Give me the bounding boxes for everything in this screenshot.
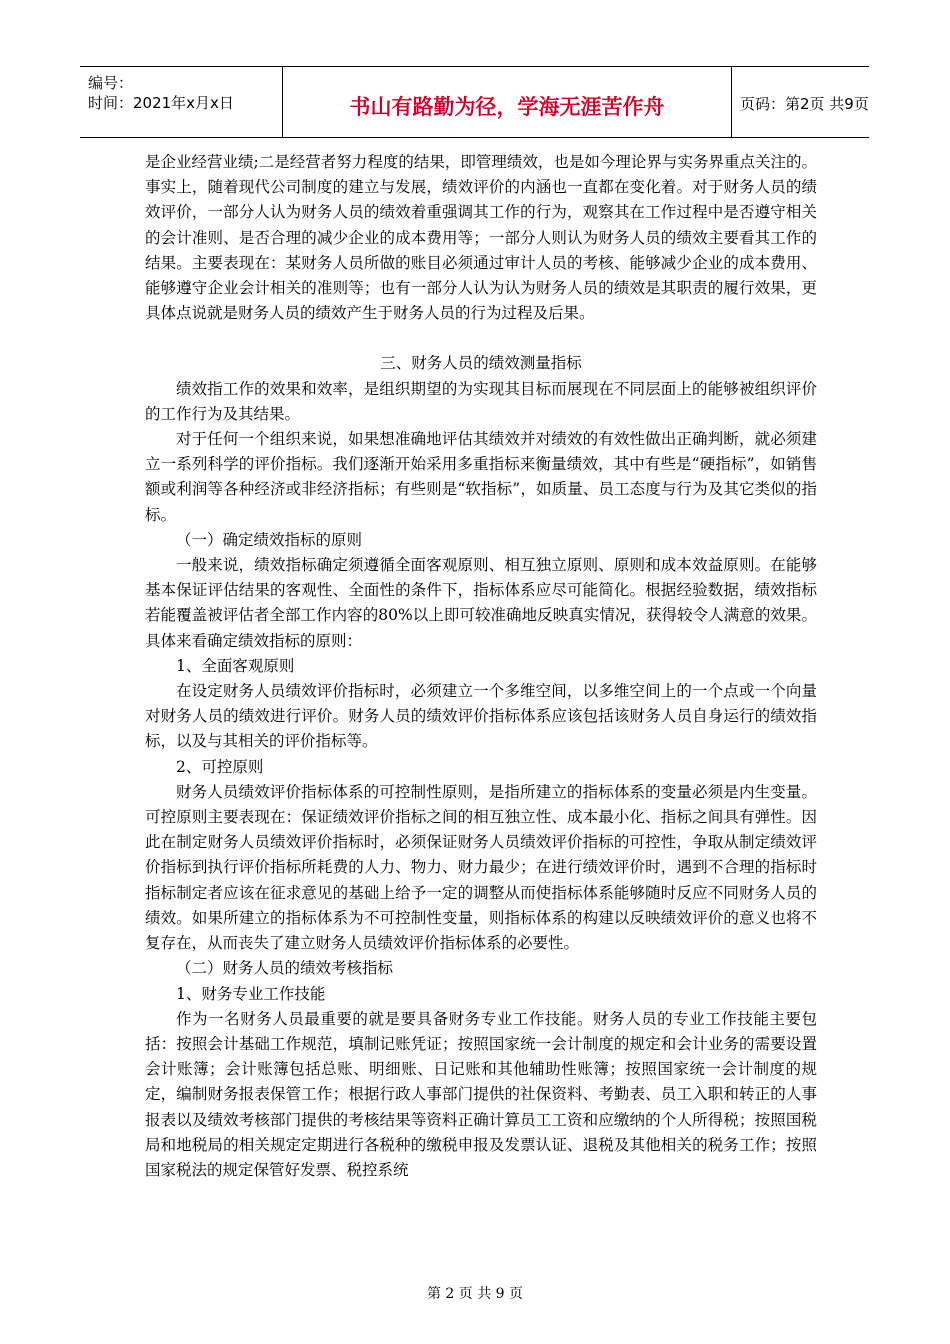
document-body	[145, 150, 817, 1183]
page-info: 页码：第2页 共9页	[740, 95, 869, 113]
paragraph: 在设定财务人员绩效评价指标时，必须建立一个多维空间，以多维空间上的一个点或一个向量对财务人员的绩效进行评价。财务人员的绩效评价指标体系应该包括该财务人员自身运行的绩效指标，以及与其相关的评价指标等。	[145, 682, 817, 751]
item-heading: 1、全面客观原则	[176, 656, 295, 675]
item-heading: 1、财务专业工作技能	[176, 984, 326, 1003]
paragraph: 财务人员绩效评价指标体系的可控制性原则，是指所建立的指标体系的变量必须是内生变量。可控原则主要表现在：保证绩效评价指标之间的相互独立性、成本最小化、指标之间具有弹性。因此在制定财务人员绩效评价指标时，必须保证财务人员绩效评价指标的可控性，争取从制定绩效评价指标到执行评价指标所耗费的人力、物力、财力最少；在进行绩效评价时，遇到不合理的指标时指标制定者应该在征求意见的基础上给予一定的调整从而使指标体系能够随时反应不同财务人员的绩效。如果所建立的指标体系为不可控制性变量，则指标体系的构建以反映绩效评价的意义也将不复存在，从而丧失了建立财务人员绩效评价指标体系的必要性。	[145, 782, 817, 953]
subsection-heading: （二）财务人员的绩效考核指标	[176, 959, 394, 978]
section-heading: 三、财务人员的绩效测量指标	[380, 354, 582, 373]
item-heading: 2、可控原则	[176, 757, 264, 776]
header-page-cell	[732, 67, 869, 137]
paragraph: 作为一名财务人员最重要的就是要具备财务专业工作技能。财务人员的专业工作技能主要包括：按照会计基础工作规范，填制记账凭证；按照国家统一会计制度的规定和会计业务的需要设置会计账簿；会计账簿包括总账、明细账、日记账和其他辅助性账簿；按照国家统一会计制度的规定，编制财务报表保管工作；根据行政人事部门提供的社保资料、考勤表、员工入职和转正的人事报表以及绩效考核部门提供的考核结果等资料正确计算员工工资和应缴纳的个人所得税；按照国税局和地税局的相关规定定期进行各税种的缴税申报及发票认证、退税及其他相关的税务工作；按照国家税法的规定保管好发票、税控系统	[145, 1009, 817, 1179]
motto: 书山有路勤为径，学海无涯苦作舟	[349, 95, 665, 119]
paragraph: 对于任何一个组织来说，如果想准确地评估其绩效并对绩效的有效性做出正确判断，就必须建立一系列科学的评价指标。我们逐渐开始采用多重指标来衡量绩效，其中有些是“硬指标”，如销售额或利润等各种经济或非经济指标；有些则是“软指标”，如质量、员工态度与行为及其它类似的指标。	[145, 430, 817, 524]
paragraph: 一般来说，绩效指标确定须遵循全面客观原则、相互独立原则、原则和成本效益原则。在能够基本保证评估结果的客观性、全面性的条件下，指标体系应尽可能简化。根据经验数据，绩效指标若能覆盖被评估者全部工作内容的80%以上即可较准确地反映真实情况，获得较令人满意的效果。具体来看确定绩效指标的原则：	[145, 556, 817, 650]
header-meta-cell	[80, 67, 283, 137]
paragraph: 绩效指工作的效果和效率，是组织期望的为实现其目标而展现在不同层面上的能够被组织评价的工作行为及其结果。	[145, 379, 817, 423]
header-motto-cell	[283, 67, 732, 137]
page-header	[80, 66, 869, 138]
subsection-heading: （一）确定绩效指标的原则	[176, 530, 363, 549]
date-label: 时间：2021年x月x日	[88, 94, 234, 112]
number-label: 编号：	[88, 74, 134, 92]
paragraph: 是企业经营业绩;二是经营者努力程度的结果，即管理绩效，也是如今理论界与实务界重点关注的。事实上，随着现代公司制度的建立与发展，绩效评价的内涵也一直都在变化着。对于财务人员的绩效评价，一部分人认为财务人员的绩效着重强调其工作的行为，观察其在工作过程中是否遵守相关的会计准则、是否合理的减少企业的成本费用等；一部分人则认为财务人员的绩效主要看其工作的结果。主要表现在：某财务人员所做的账目必须通过审计人员的考核、能够减少企业的成本费用、能够遵守企业会计相关的准则等；也有一部分人认为认为财务人员的绩效是其职责的履行效果，更具体点说就是财务人员的绩效产生于财务人员的行为过程及后果。	[145, 153, 817, 323]
page-footer: 第 2 页 共 9 页	[426, 1286, 524, 1302]
